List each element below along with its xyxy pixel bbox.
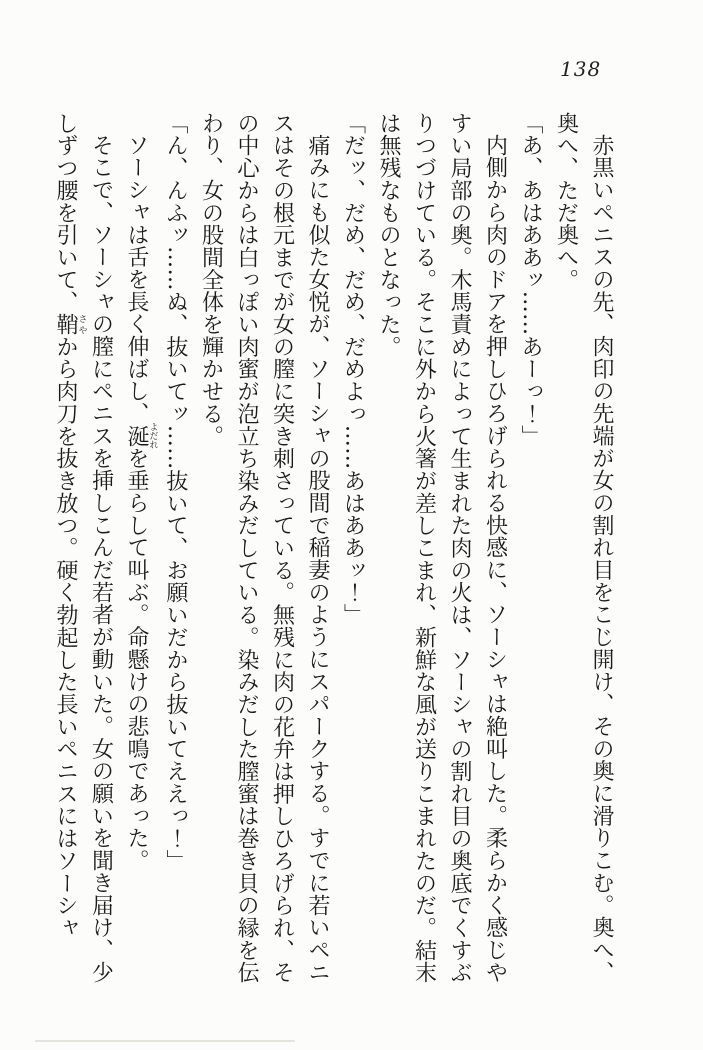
scan-artifact — [35, 1040, 295, 1042]
vertical-text-block — [48, 112, 620, 990]
paragraph-4-dialogue: 「だッ、だめ、だめ、だめよっ……あはああッ！」 — [340, 112, 366, 627]
ruby-annotated-word: 涎よだれ — [124, 422, 158, 450]
ruby-annotated-word: 鞘さや — [53, 313, 87, 336]
paragraph-8: そこで、ソーシャの膣にペニスを挿しこんだ若者が動いた。女の願いを聞き届け、少しずつ腰を引いて、鞘さやから肉刀を抜き放つ。硬く勃起した長いペニスにはソーシャ — [53, 112, 114, 984]
page-number: 138 — [560, 57, 602, 81]
paragraph-7: ソーシャは舌を長く伸ばし、涎よだれを垂らして叫ぶ。命懸けの悲鳴であった。 — [124, 134, 158, 872]
paragraph-5: 痛みにも似た女悦が、ソーシャの股間で稲妻のようにスパークする。すでに若いペニスはその根元までが女の膣に突き刺さっている。無残に肉の花弁は押しひろげられ、その中心からは白っぽい肉蜜が泡立ち染みだしている。染みだした膣蜜は巻き貝の縁を伝わり、女の股間全体を輝かせる。 — [198, 112, 330, 984]
paragraph-1: 赤黒いペニスの先、肉印の先端が女の割れ目をこじ開け、その奥に滑りこむ。奥へ、奥へ、ただ奥へ。 — [553, 112, 614, 984]
paragraph-3: 内側から肉のドアを押しひろげられる快感に、ソーシャは絶叫した。柔らかく感じやすい局部の奥。木馬責めによって生まれた肉の火は、ソーシャの割れ目の奥底でくすぶりつづけている。そこに外から火箸が差しこまれ、新鮮な風が送りこまれたのだ。結末は無残なものとなった。 — [376, 112, 508, 984]
paragraph-6-dialogue: 「ん、んふッ……ぬ、抜いてッ……抜いて、お願いだから抜いてええっ！」 — [163, 112, 188, 872]
paragraph-2-dialogue: 「あ、あはああッ……あーっ！」 — [518, 112, 543, 448]
